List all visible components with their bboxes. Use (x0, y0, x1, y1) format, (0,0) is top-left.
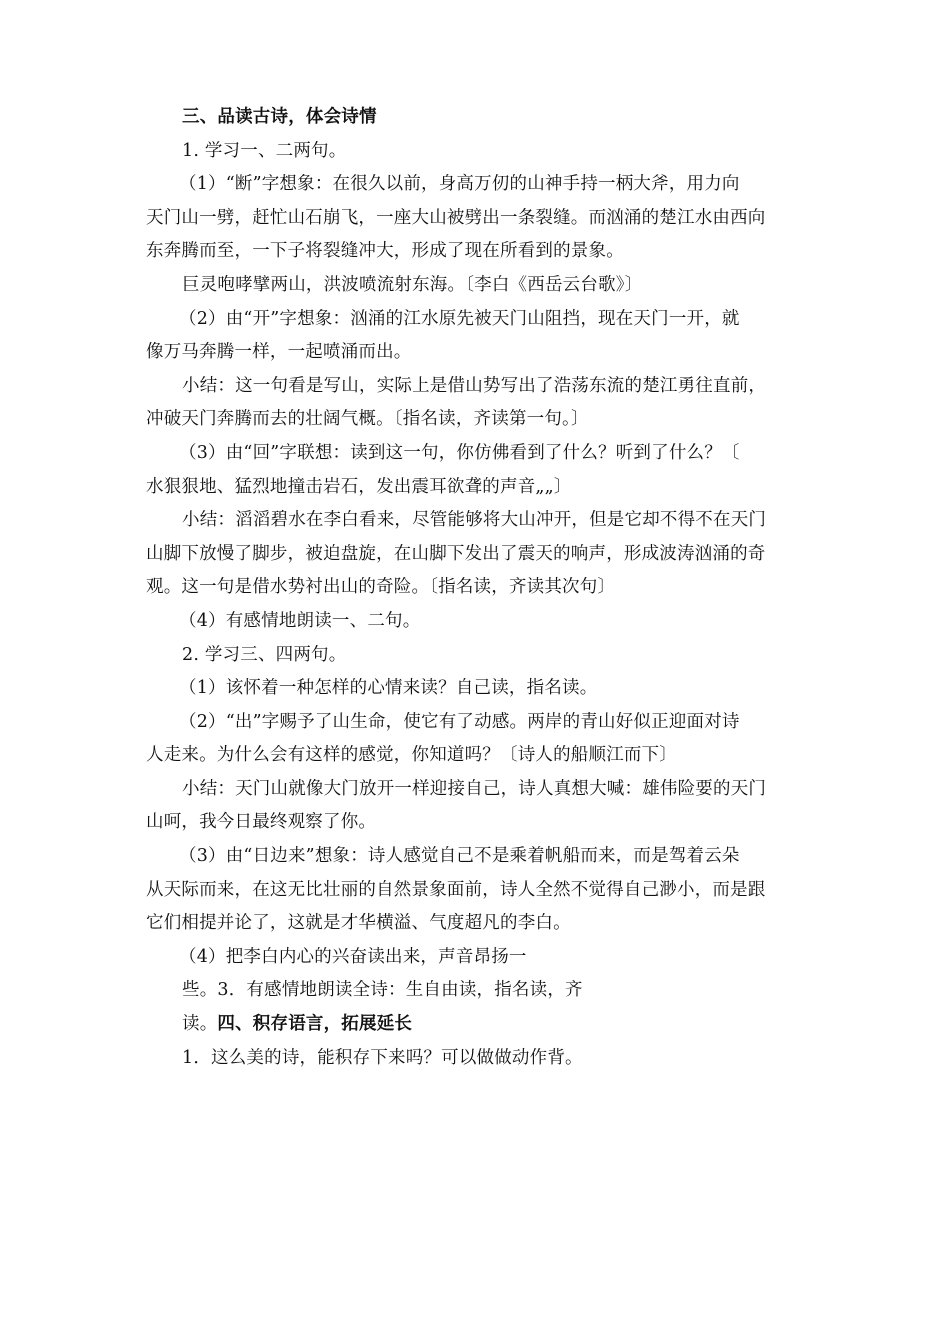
text-line: 三、品读古诗，体会诗情 (182, 107, 377, 127)
text-line: 天门山一劈，赶忙山石崩飞，一座大山被劈出一条裂缝。而汹涌的楚江水由西向 (146, 207, 766, 228)
text-line: 巨灵咆哮擘两山，洪波喷流射东海。〔李白《西岳云台歌》〕 (182, 274, 643, 295)
text-line: （2）“出”字赐予了山生命，使它有了动感。两岸的青山好似正迎面对诗 (179, 711, 740, 732)
text-line: （1）该怀着一种怎样的心情来读？自己读，指名读。 (179, 678, 598, 699)
text-line: （4）把李白内心的兴奋读出来，声音昂扬一 (179, 946, 527, 967)
text-line: 2. 学习三、四两句。 (182, 644, 347, 665)
text-line: 从天际而来，在这无比壮丽的自然景象面前，诗人全然不觉得自己渺小，而是跟 (146, 879, 766, 900)
text-line: 山呵，我今日最终观察了你。 (146, 812, 377, 833)
text-line: （3）由“日边来”想象：诗人感觉自己不是乘着帆船而来，而是驾着云朵 (179, 846, 740, 867)
text-line: 山脚下放慢了脚步，被迫盘旋，在山脚下发出了震天的响声，形成波涛汹涌的奇 (146, 543, 766, 564)
document-body (146, 101, 806, 1075)
text-line: 东奔腾而至，一下子将裂缝冲大，形成了现在所看到的景象。 (146, 241, 624, 262)
text-segment: 读。 (182, 1014, 218, 1035)
text-line: 1. 学习一、二两句。 (182, 140, 347, 161)
text-line: 它们相提并论了，这就是才华横溢、气度超凡的李白。 (146, 913, 571, 934)
text-line: 观。这一句是借水势衬出山的奇险。〔指名读，齐读其次句〕 (146, 577, 616, 598)
text-line: 冲破天门奔腾而去的壮阔气概。〔指名读，齐读第一句。〕 (146, 409, 589, 430)
text-line: 像万马奔腾一样，一起喷涌而出。 (146, 342, 412, 363)
text-line: 小结：滔滔碧水在李白看来，尽管能够将大山冲开，但是它却不得不在天门 (182, 510, 767, 531)
text-line: 1．这么美的诗，能积存下来吗？可以做做动作背。 (182, 1047, 583, 1068)
text-line: （2）由“开”字想象：汹涌的江水原先被天门山阻挡，现在天门一开，就 (179, 308, 740, 329)
text-line: （1）“断”字想象：在很久以前，身高万仞的山神手持一柄大斧，用力向 (179, 174, 740, 195)
text-line (146, 1008, 806, 1042)
text-line: 小结：天门山就像大门放开一样迎接自己，诗人真想大喊：雄伟险要的天门 (182, 778, 767, 799)
text-line: （3）由“回”字联想：读到这一句，你仿佛看到了什么？听到了什么？〔 (179, 442, 740, 463)
section-heading: 四、积存语言，拓展延长 (217, 1014, 413, 1035)
text-line: 些。3．有感情地朗读全诗：生自由读，指名读，齐 (182, 980, 583, 1001)
text-line: 人走来。为什么会有这样的感觉，你知道吗？〔诗人的船顺江而下〕 (146, 745, 677, 766)
text-line: 小结：这一句看是写山，实际上是借山势写出了浩荡东流的楚江勇往直前， (182, 375, 767, 396)
text-line: 水狠狠地、猛烈地撞击岩石，发出震耳欲聋的声音„„〕 (146, 476, 572, 497)
text-line: （4）有感情地朗读一、二句。 (179, 610, 421, 631)
